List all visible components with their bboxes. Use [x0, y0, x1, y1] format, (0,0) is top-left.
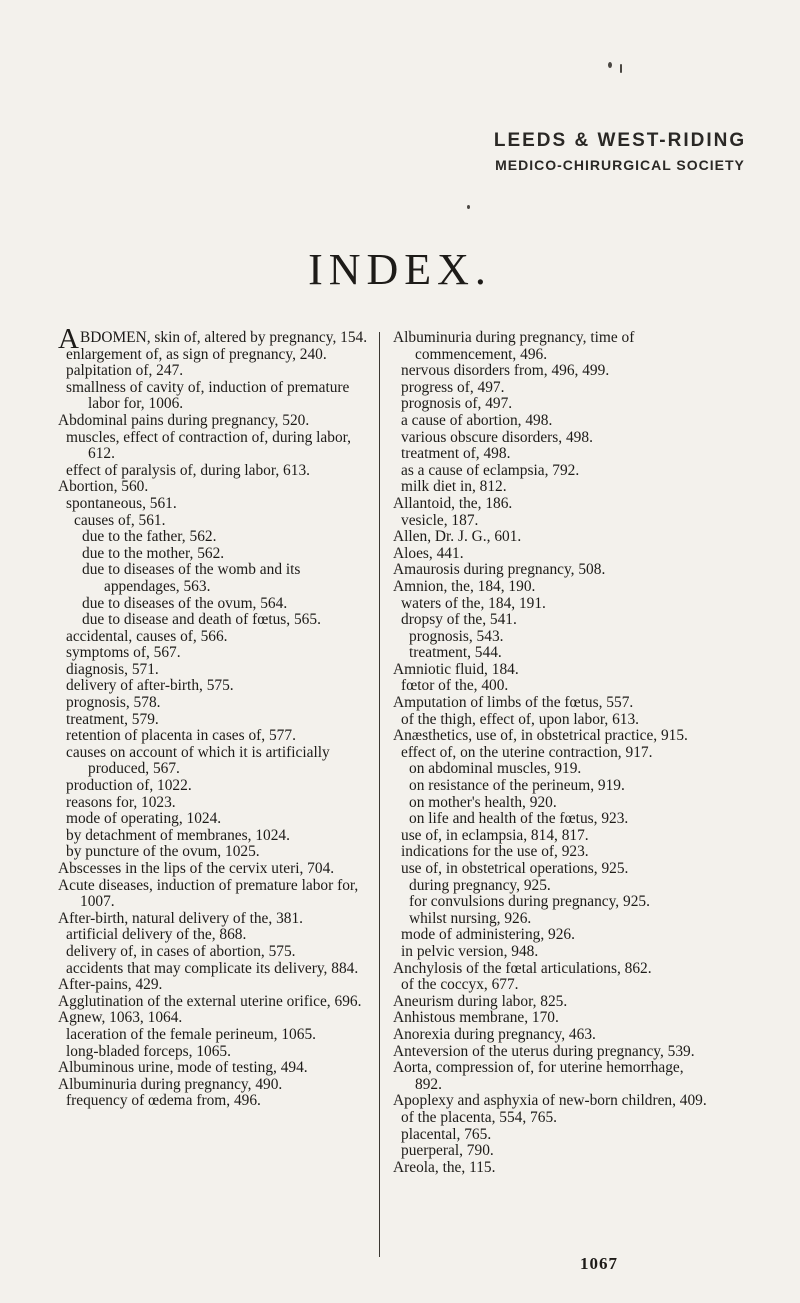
- index-entry-text: Albuminuria during pregnancy, time of commencement, 496.: [393, 329, 635, 363]
- index-entry: [393, 994, 708, 1011]
- index-entry: [58, 413, 368, 430]
- index-entry-text: dropsy of the, 541.: [401, 611, 517, 629]
- index-entry: [393, 645, 708, 662]
- index-entry-text: Allen, Dr. J. G., 601.: [393, 528, 522, 546]
- index-entry: [58, 844, 368, 861]
- index-column-left: [58, 323, 368, 1110]
- index-entry: [58, 513, 368, 530]
- index-entry: [58, 562, 368, 595]
- index-entry-text: Amaurosis during pregnancy, 508.: [393, 561, 606, 579]
- index-entry-text: due to diseases of the ovum, 564.: [82, 594, 288, 612]
- index-entry: [393, 629, 708, 646]
- index-entry: [393, 844, 708, 861]
- index-entry: [393, 612, 708, 629]
- index-entry-text: of the thigh, effect of, upon labor, 613.: [401, 710, 640, 728]
- index-entry-text: Amniotic fluid, 184.: [393, 660, 519, 678]
- index-entry: [393, 927, 708, 944]
- index-entry: [393, 911, 708, 928]
- index-entry: [58, 678, 368, 695]
- index-entry-text: After-birth, natural delivery of the, 381.: [58, 909, 304, 927]
- index-entry-text: Abortion, 560.: [58, 478, 149, 496]
- index-entry: [393, 1027, 708, 1044]
- index-entry-text: Albuminous urine, mode of testing, 494.: [58, 1059, 308, 1077]
- index-entry: [58, 529, 368, 546]
- index-entry: [393, 1010, 708, 1027]
- index-entry: [58, 612, 368, 629]
- index-entry: [58, 496, 368, 513]
- index-entry-text: delivery of, in cases of abortion, 575.: [66, 942, 296, 960]
- index-entry: [393, 596, 708, 613]
- index-entry: [58, 961, 368, 978]
- index-entry: [393, 662, 708, 679]
- index-entry-text: on life and health of the fœtus, 923.: [409, 810, 629, 828]
- index-entry-text: palpitation of, 247.: [66, 362, 184, 380]
- index-entry-text: Agglutination of the external uterine orifice, 696.: [58, 992, 362, 1010]
- index-entry: [393, 430, 708, 447]
- index-entry-text: as a cause of eclampsia, 792.: [401, 461, 580, 479]
- index-entry-text: whilst nursing, 926.: [409, 909, 532, 927]
- page-number: 1067: [580, 1254, 618, 1273]
- index-entry: [393, 728, 708, 745]
- index-entry: [393, 745, 708, 762]
- index-entry-text: during pregnancy, 925.: [409, 876, 551, 894]
- index-entry: [393, 1093, 708, 1110]
- index-entry-text: effect of paralysis of, during labor, 613.: [66, 461, 310, 479]
- index-entry: [393, 1060, 708, 1093]
- index-entry-text: treatment of, 498.: [401, 445, 511, 463]
- index-entry: [393, 562, 708, 579]
- stamp-line-2: MEDICO-CHIRURGICAL SOCIETY: [495, 157, 745, 173]
- index-entry-text: Apoplexy and asphyxia of new-born children, 409.: [393, 1092, 707, 1110]
- index-entry: [393, 795, 708, 812]
- index-entry: [58, 861, 368, 878]
- ink-speck: [620, 64, 622, 73]
- index-entry: [58, 911, 368, 928]
- index-entry-text: fœtor of the, 400.: [401, 677, 509, 695]
- index-entry: [58, 712, 368, 729]
- index-entry: [58, 1093, 368, 1110]
- index-entry: [393, 961, 708, 978]
- index-entry: [58, 778, 368, 795]
- index-entry-text: on abdominal muscles, 919.: [409, 760, 582, 778]
- index-entry-text: spontaneous, 561.: [66, 494, 177, 512]
- index-entry: [393, 1044, 708, 1061]
- index-entry-text: Agnew, 1063, 1064.: [58, 1009, 183, 1027]
- index-entry: [58, 1010, 368, 1027]
- index-entry: [393, 861, 708, 878]
- index-entry-text: puerperal, 790.: [401, 1142, 494, 1160]
- index-entry-text: treatment, 544.: [409, 644, 502, 662]
- index-entry-text: long-bladed forceps, 1065.: [66, 1042, 231, 1060]
- index-entry-text: laceration of the female perineum, 1065.: [66, 1025, 316, 1043]
- index-entry: [393, 1127, 708, 1144]
- index-entry: [393, 579, 708, 596]
- index-entry-text: prognosis of, 497.: [401, 395, 513, 413]
- index-entry-text: of the placenta, 554, 765.: [401, 1108, 557, 1126]
- index-entry-text: of the coccyx, 677.: [401, 976, 519, 994]
- index-entry: [58, 828, 368, 845]
- index-entry-text: frequency of œdema from, 496.: [66, 1092, 261, 1110]
- drop-cap: A: [58, 323, 79, 355]
- index-entry: [58, 479, 368, 496]
- index-entry: [393, 778, 708, 795]
- index-entry: [58, 795, 368, 812]
- index-entry: [393, 1143, 708, 1160]
- index-entry: [58, 662, 368, 679]
- index-entry: [393, 330, 708, 363]
- index-entry: [58, 347, 368, 364]
- index-entry: [393, 363, 708, 380]
- index-entry-text: due to the mother, 562.: [82, 544, 225, 562]
- index-entry: [58, 745, 368, 778]
- index-entry: [393, 446, 708, 463]
- index-entry: [58, 927, 368, 944]
- stamp-line-1: LEEDS & WEST-RIDING: [493, 130, 747, 151]
- index-entry-text: Abdominal pains during pregnancy, 520.: [58, 411, 310, 429]
- index-entry-text: muscles, effect of contraction of, during labor, 612.: [66, 428, 352, 463]
- index-entry-text: on resistance of the perineum, 919.: [409, 777, 625, 795]
- index-entry-text: use of, in obstetrical operations, 925.: [401, 860, 629, 877]
- index-entry-text: delivery of after-birth, 575.: [66, 677, 234, 695]
- index-entry: [58, 994, 368, 1011]
- index-entry: [58, 363, 368, 380]
- index-entry-text: waters of the, 184, 191.: [401, 594, 546, 612]
- index-entry-text: Amnion, the, 184, 190.: [393, 577, 536, 595]
- index-entry-text: for convulsions during pregnancy, 925.: [409, 893, 650, 911]
- index-entry: [393, 380, 708, 397]
- index-entry-text: accidental, causes of, 566.: [66, 627, 228, 645]
- index-column-right: [393, 330, 708, 1176]
- index-entry: [58, 1077, 368, 1094]
- index-entry: [58, 811, 368, 828]
- index-entry-text: enlargement of, as sign of pregnancy, 240.: [66, 345, 327, 363]
- index-entry: [393, 546, 708, 563]
- index-entry-text: Areola, the, 115.: [393, 1158, 496, 1176]
- index-entry: [58, 977, 368, 994]
- index-entry-text: use of, in eclampsia, 814, 817.: [401, 826, 589, 844]
- index-entry-text: Aorta, compression of, for uterine hemorrhage, 892.: [393, 1059, 684, 1093]
- index-entry-text: accidents that may complicate its delivery, 884.: [66, 959, 359, 977]
- index-entry-text: mode of operating, 1024.: [66, 810, 222, 828]
- index-entry: [393, 496, 708, 513]
- index-entry: [393, 1110, 708, 1127]
- index-entry: [58, 1044, 368, 1061]
- index-entry-text: by detachment of membranes, 1024.: [66, 826, 290, 844]
- index-entry: [58, 645, 368, 662]
- index-entry-text: Anteversion of the uterus during pregnancy, 539.: [393, 1042, 695, 1060]
- ink-speck: [608, 62, 612, 68]
- index-entry: [58, 944, 368, 961]
- index-entry-text: retention of placenta in cases of, 577.: [66, 727, 296, 745]
- index-entry: [58, 1060, 368, 1077]
- index-entry: [393, 944, 708, 961]
- index-entry-text: Albuminuria during pregnancy, 490.: [58, 1075, 283, 1093]
- index-entry: [393, 396, 708, 413]
- index-entry: [393, 1160, 708, 1177]
- index-entry-text: mode of administering, 926.: [401, 926, 575, 944]
- index-entry: [393, 761, 708, 778]
- index-entry-text: progress of, 497.: [401, 378, 505, 396]
- index-entry-text: due to the father, 562.: [82, 528, 217, 546]
- index-entry-text: milk diet in, 812.: [401, 478, 507, 496]
- index-entry: [58, 380, 368, 413]
- index-entry-text: Anorexia during pregnancy, 463.: [393, 1025, 596, 1043]
- ink-speck: [467, 205, 470, 209]
- index-entry-text: After-pains, 429.: [58, 976, 163, 994]
- index-entry-text: a cause of abortion, 498.: [401, 411, 553, 429]
- index-entry: [58, 430, 368, 463]
- index-entry-text: BDOMEN, skin of, altered by pregnancy, 154.: [80, 329, 368, 346]
- index-entry-text: on mother's health, 920.: [409, 793, 557, 811]
- index-entry-text: vesicle, 187.: [401, 511, 479, 529]
- index-entry: [58, 878, 368, 911]
- index-entry-text: causes on account of which it is artificially produced, 567.: [66, 743, 330, 778]
- index-entry-text: due to disease and death of fœtus, 565.: [82, 611, 321, 629]
- index-entry-text: production of, 1022.: [66, 777, 192, 795]
- index-entry: [58, 546, 368, 563]
- index-entry-text: Abscesses in the lips of the cervix uteri, 704.: [58, 860, 335, 877]
- index-entry-text: Anæsthetics, use of, in obstetrical practice, 915.: [393, 727, 688, 745]
- index-entry-text: placental, 765.: [401, 1125, 492, 1143]
- index-entry: [393, 878, 708, 895]
- index-entry-text: Aneurism during labor, 825.: [393, 992, 568, 1010]
- index-entry-text: smallness of cavity of, induction of premature labor for, 1006.: [66, 378, 350, 413]
- index-entry: [393, 413, 708, 430]
- index-entry-text: reasons for, 1023.: [66, 793, 176, 811]
- index-entry: [393, 811, 708, 828]
- index-entry: [58, 629, 368, 646]
- index-entry: [58, 728, 368, 745]
- index-entry-text: Aloes, 441.: [393, 544, 464, 562]
- index-entry: [393, 529, 708, 546]
- index-entry-text: due to diseases of the womb and its appendages, 563.: [82, 561, 301, 595]
- index-entry-text: artificial delivery of the, 868.: [66, 926, 247, 944]
- index-entry: [393, 479, 708, 496]
- index-entry: [393, 463, 708, 480]
- page-title: INDEX.: [308, 245, 492, 294]
- index-entry-text: prognosis, 578.: [66, 694, 161, 712]
- index-entry-text: Amputation of limbs of the fœtus, 557.: [393, 694, 634, 712]
- index-entry: [58, 695, 368, 712]
- index-entry: [393, 828, 708, 845]
- index-entry-text: treatment, 579.: [66, 710, 159, 728]
- index-entry: [58, 463, 368, 480]
- index-entry-text: Anhistous membrane, 170.: [393, 1009, 559, 1027]
- index-entry: [393, 894, 708, 911]
- index-entry: [393, 695, 708, 712]
- index-entry: [393, 712, 708, 729]
- index-entry-text: Anchylosis of the fœtal articulations, 862.: [393, 959, 652, 977]
- index-entry: [58, 1027, 368, 1044]
- index-entry-text: causes of, 561.: [74, 511, 166, 529]
- index-entry-text: diagnosis, 571.: [66, 660, 159, 678]
- index-entry: [393, 977, 708, 994]
- index-entry-text: prognosis, 543.: [409, 627, 504, 645]
- index-entry-text: nervous disorders from, 496, 499.: [401, 362, 610, 380]
- index-entry: [58, 596, 368, 613]
- index-entry-text: indications for the use of, 923.: [401, 843, 589, 861]
- index-entry-text: in pelvic version, 948.: [401, 942, 539, 960]
- index-entry: [393, 513, 708, 530]
- index-entry-text: symptoms of, 567.: [66, 644, 181, 662]
- index-entry-text: Acute diseases, induction of premature labor for, 1007.: [58, 876, 359, 911]
- index-entry-text: effect of, on the uterine contraction, 917.: [401, 743, 653, 761]
- column-divider: [379, 332, 380, 1257]
- index-entry: [393, 678, 708, 695]
- index-entry-text: by puncture of the ovum, 1025.: [66, 843, 260, 861]
- index-entry-text: various obscure disorders, 498.: [401, 428, 593, 446]
- index-entry-text: Allantoid, the, 186.: [393, 494, 513, 512]
